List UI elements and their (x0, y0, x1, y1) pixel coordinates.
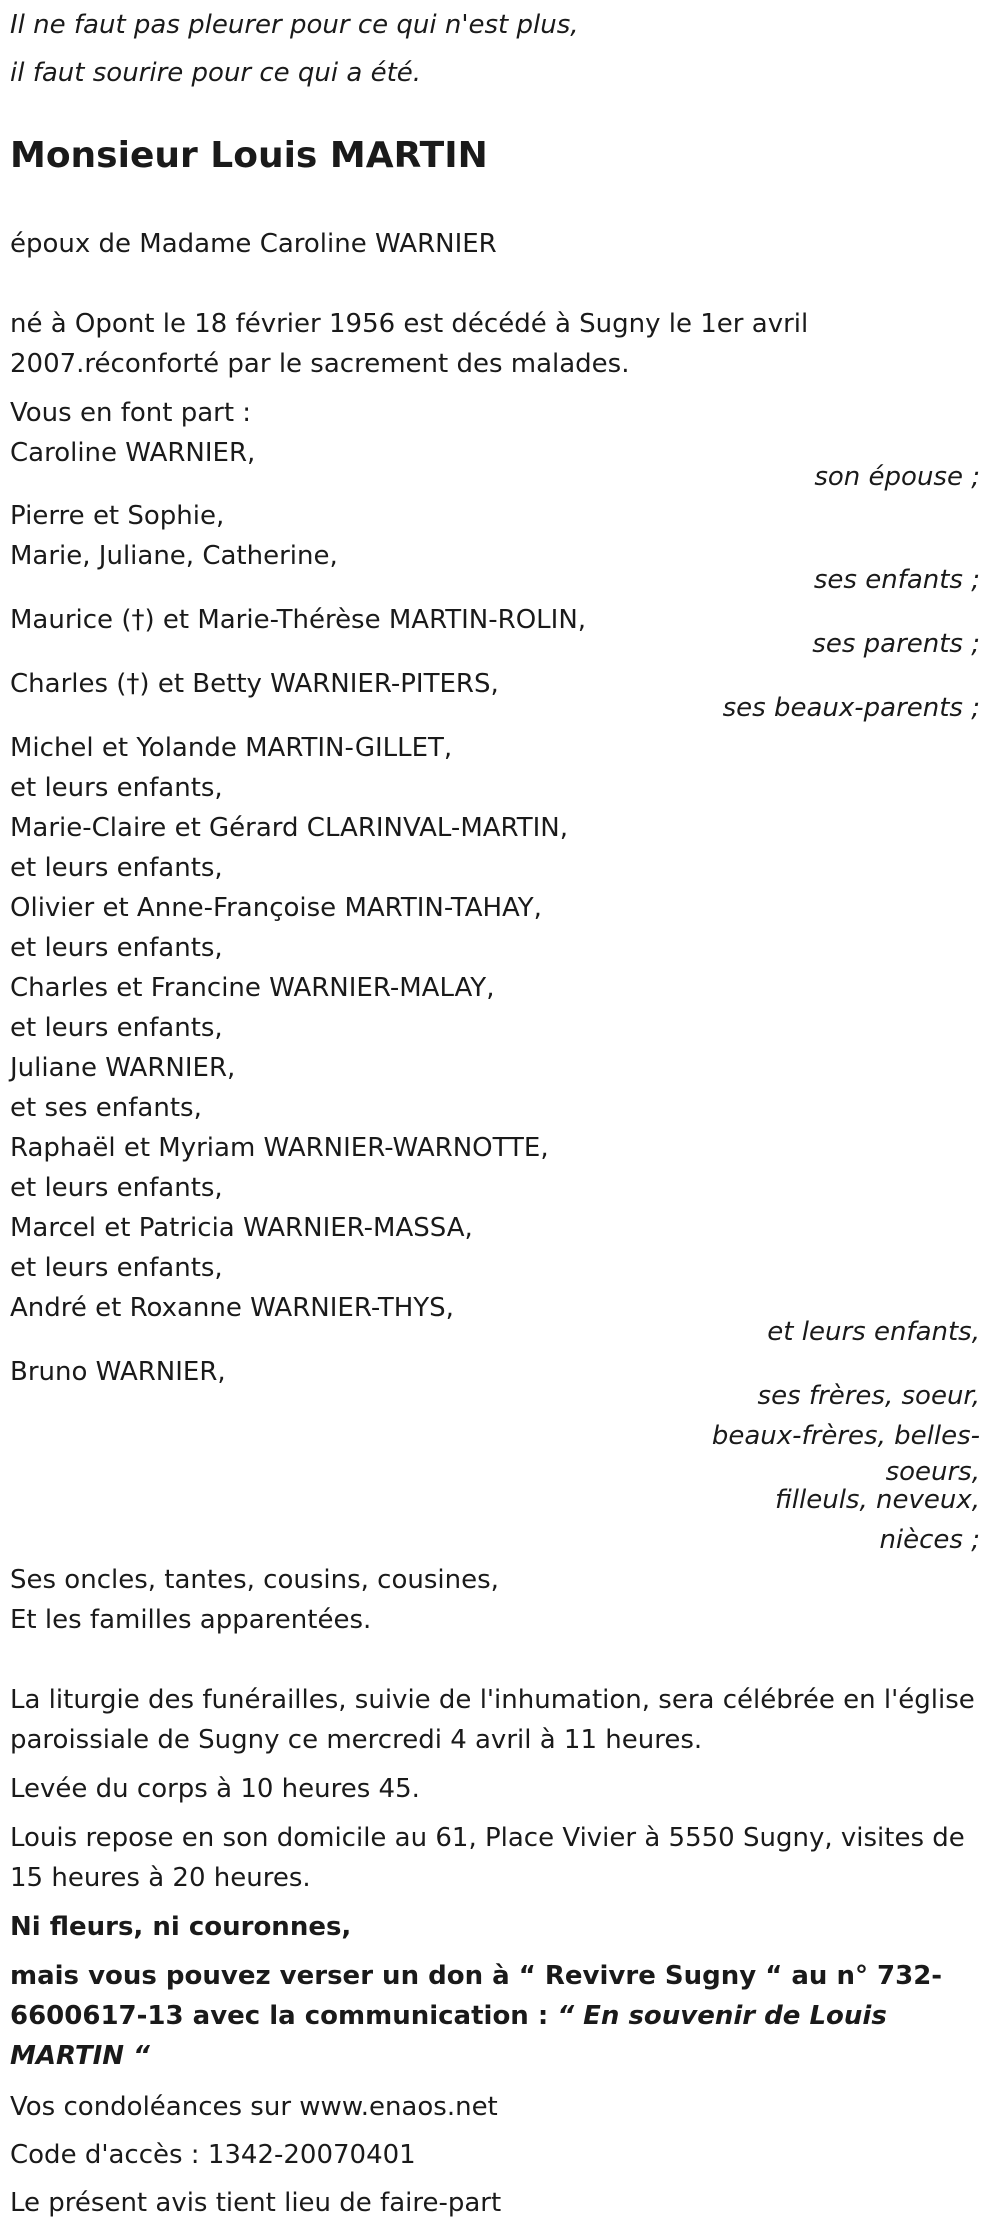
faire-part-text: Le présent avis tient lieu de faire-part (10, 2188, 502, 2218)
siblings-trailer: et leurs enfants, (767, 1317, 980, 1347)
sibling-line: Juliane WARNIER, (10, 1053, 236, 1083)
access-code-text: Code d'accès : 1342-20070401 (10, 2140, 416, 2170)
sibling-role-line: ses frères, soeur, (757, 1381, 980, 1411)
sibling-line: et leurs enfants, (10, 1253, 223, 1283)
donation-text (10, 1956, 990, 2076)
sibling-line: Charles et Francine WARNIER-MALAY, (10, 973, 495, 1003)
relation-children-name-1: Pierre et Sophie, (10, 501, 225, 531)
intro-line: Vous en font part : (10, 398, 252, 428)
repose-text: Louis repose en son domicile au 61, Place Vivier à 5550 Sugny, visites de 15 heures à 20 heures. (10, 1823, 965, 1893)
sibling-line: et ses enfants, (10, 1093, 202, 1123)
relation-parents-role: ses parents ; (812, 629, 980, 659)
donation-italic: “ En souvenir de Louis MARTIN “ (10, 2001, 887, 2071)
sibling-line: et leurs enfants, (10, 853, 223, 883)
sibling-line: et leurs enfants, (10, 1173, 223, 1203)
sibling-role-line: soeurs, (885, 1457, 980, 1487)
relation-children-role: ses enfants ; (813, 565, 980, 595)
relation-parents-name: Maurice (†) et Marie-Thérèse MARTIN-ROLIN, (10, 605, 587, 635)
donation-plain: mais vous pouvez verser un don à “ Revivre Sugny “ au n° 732-6600617-13 avec la communication : (10, 1961, 943, 2031)
sibling-line: et leurs enfants, (10, 773, 223, 803)
sibling-line: Marie-Claire et Gérard CLARINVAL-MARTIN, (10, 813, 568, 843)
quote-line-2: il faut sourire pour ce qui a été. (10, 58, 422, 88)
sibling-role-line: beaux-frères, belles- (711, 1421, 980, 1451)
levee-text: Levée du corps à 10 heures 45. (10, 1774, 420, 1804)
last-sibling: Bruno WARNIER, (10, 1357, 226, 1387)
relation-spouse-role: son épouse ; (814, 462, 980, 492)
sibling-line: et leurs enfants, (10, 1013, 223, 1043)
relation-inlaws-role: ses beaux-parents ; (722, 693, 980, 723)
sibling-line: André et Roxanne WARNIER-THYS, (10, 1293, 454, 1323)
quote-line-1: Il ne faut pas pleurer pour ce qui n'est plus, (10, 10, 579, 40)
page-title: Monsieur Louis MARTIN (10, 135, 488, 176)
sibling-role-line: nièces ; (879, 1525, 980, 1555)
relation-spouse-name: Caroline WARNIER, (10, 438, 256, 468)
relation-inlaws-name: Charles (†) et Betty WARNIER-PITERS, (10, 669, 499, 699)
relation-children-name-2: Marie, Juliane, Catherine, (10, 541, 338, 571)
sibling-line: Michel et Yolande MARTIN-GILLET, (10, 733, 453, 763)
extended-family-line: Et les familles apparentées. (10, 1605, 372, 1635)
sibling-line: Raphaël et Myriam WARNIER-WARNOTTE, (10, 1133, 549, 1163)
sibling-line: et leurs enfants, (10, 933, 223, 963)
sibling-line: Marcel et Patricia WARNIER-MASSA, (10, 1213, 473, 1243)
sibling-role-line: filleuls, neveux, (774, 1485, 980, 1515)
condolences-text: Vos condoléances sur www.enaos.net (10, 2092, 498, 2122)
liturgy-text: La liturgie des funérailles, suivie de l'inhumation, sera célébrée en l'église paroissiale de Sugny ce mercredi 4 avril à 11 heures. (10, 1685, 975, 1755)
sibling-line: Olivier et Anne-Françoise MARTIN-TAHAY, (10, 893, 542, 923)
extended-family-line: Ses oncles, tantes, cousins, cousines, (10, 1565, 499, 1595)
birth-death-text: né à Opont le 18 février 1956 est décédé à Sugny le 1er avril 2007.réconforté par le sacrement des malades. (10, 309, 809, 379)
flowers-text: Ni fleurs, ni couronnes, (10, 1912, 352, 1942)
spouse-line: époux de Madame Caroline WARNIER (10, 229, 497, 259)
